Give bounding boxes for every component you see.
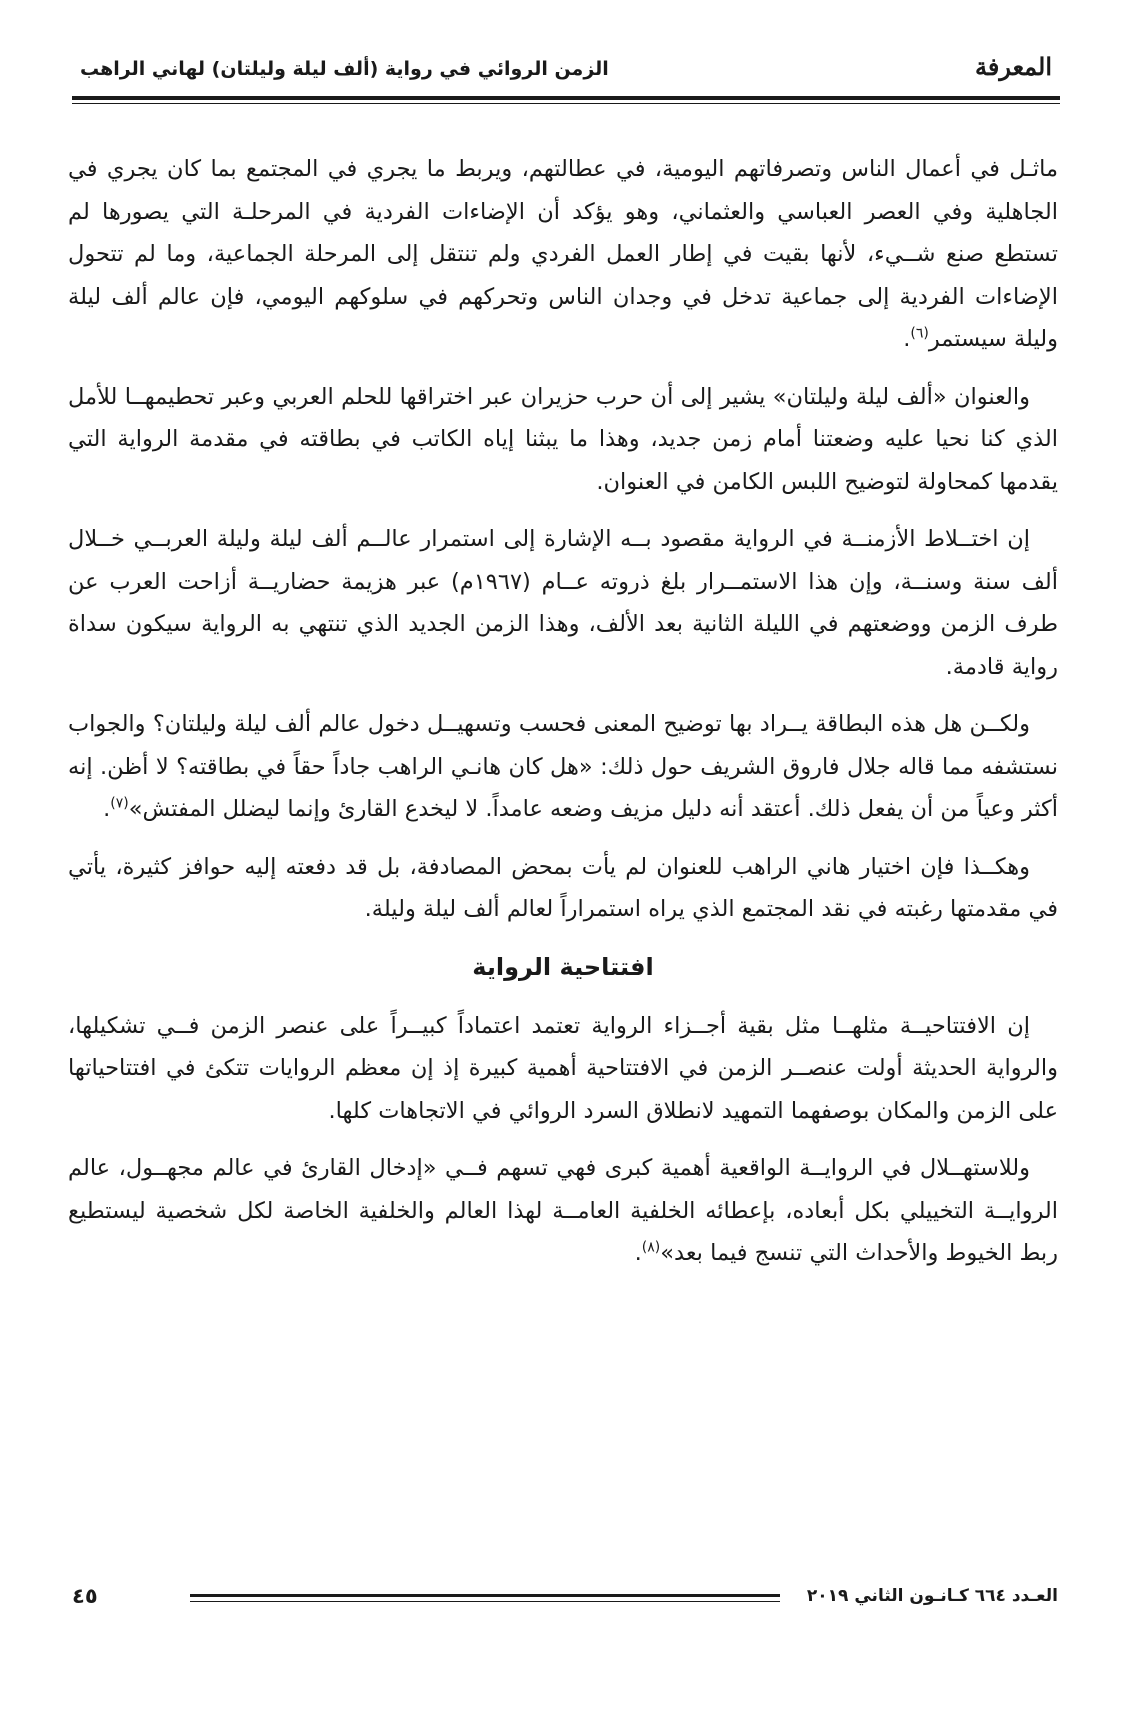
- paragraph-1-text: ماثـل في أعمال الناس وتصرفاتهم اليومية، في عطالتهم، ويربط ما يجري في المجتمع بما كان يجري في الجاهلية وفي العصر العباسي والعثماني، وهو يؤكد أن الإضاءات الفردية في المرحلـة التي يصورها لم تستطع صنع شــيء، لأنها بقيت في إطار العمل الفردي ولم تنتقل إلى المرحلة الجماعية، وما لم تتحول الإضاءات الفردية إلى جماعية تدخل في وجدان الناس وتحركهم في سلوكهم اليومي، فإن عالم ألف ليلة وليلة سيستمر: [68, 156, 1058, 352]
- header-divider: [72, 96, 1060, 100]
- footer-divider-thin: [190, 1601, 780, 1602]
- article-body: [68, 148, 1058, 1290]
- paragraph-7-end: .: [634, 1240, 642, 1266]
- paragraph-7-text: وللاستهــلال في الروايــة الواقعية أهمية كبرى فهي تسهم فــي «إدخال القارئ في عالم مجهــول، عالم الروايــة التخييلي بكل أبعاده، بإعطائه الخلفية العامــة لهذا العالم والخلفية الخاصة لكل شخصية ليستطيع ربط الخيوط والأحداث التي تنسج فيما بعد»: [68, 1155, 1058, 1266]
- page-number: ٤٥: [72, 1584, 98, 1608]
- paragraph-5: وهكــذا فإن اختيار هاني الراهب للعنوان لم يأت بمحض المصادفة، بل قد دفعته إليه حوافز كثيرة، يأتي في مقدمتها رغبته في نقد المجتمع الذي يراه استمراراً لعالم ألف ليلة وليلة.: [68, 853, 1058, 922]
- section-heading: افتتاحية الرواية: [472, 952, 654, 981]
- paragraph-4-end: .: [103, 796, 111, 822]
- footnote-ref-7: (٧): [110, 795, 129, 812]
- footer-divider: [190, 1594, 780, 1597]
- issue-info: العـدد ٦٦٤ كـانـون الثاني ٢٠١٩: [806, 1586, 1058, 1606]
- paragraph-4: [68, 703, 1058, 831]
- paragraph-3: إن اختــلاط الأزمنــة في الرواية مقصود بــه الإشارة إلى استمرار عالــم ألف ليلة وليلة العربــي خــلال ألف سنة وسنــة، وإن هذا الاستمــرار بلغ ذروته عــام (١٩٦٧م) عبر هزيمة حضاريــة أزاحت العرب عن طرف الزمن ووضعتهم في الليلة الثانية بعد الألف، وهذا الزمن الجديد الذي تنتهي به الرواية سيكون سداة رواية قادمة.: [68, 526, 1058, 680]
- footnote-ref-8: (٨): [641, 1239, 661, 1256]
- paragraph-2: والعنوان «ألف ليلة وليلتان» يشير إلى أن حرب حزيران عبر اختراقها للحلم العربي وعبر تحطيمهــا للأمل الذي كنا نحيا عليه وضعتنا أمام زمن جديد، وهذا ما يبثنا إياه الكاتب في بطاقته في مقدمة الرواية التي يقدمها كمحاولة لتوضيح اللبس الكامن في العنوان.: [68, 383, 1058, 495]
- paragraph-6: إن الافتتاحيــة مثلهــا مثل بقية أجــزاء الرواية تعتمد اعتماداً كبيــراً على عنصر الزمن فــي تشكيلها، والرواية الحديثة أولت عنصــر الزمن في الافتتاحية أهمية كبيرة إذ إن معظم الروايات تتكئ في افتتاحياتها على الزمن والمكان بوصفهما التمهيد لانطلاق السرد الروائي في الاتجاهات كلها.: [68, 1012, 1058, 1124]
- journal-logo: المعرفة: [974, 52, 1052, 81]
- paragraph-7: [68, 1147, 1058, 1275]
- article-title: الزمن الروائي في رواية (ألف ليلة وليلتان) لهاني الراهب: [80, 58, 609, 80]
- running-header: [72, 50, 1060, 90]
- footnote-ref-6: (٦): [910, 325, 929, 342]
- header-divider-thin: [72, 103, 1060, 104]
- paragraph-1: [68, 148, 1058, 361]
- paragraph-4-text: ولكــن هل هذه البطاقة يــراد بها توضيح المعنى فحسب وتسهيــل دخول عالم ألف ليلة وليلتان؟ والجواب نستشفه مما قاله جلال فاروق الشريف حول ذلك: «هل كان هانـي الراهب جاداً حقاً في بطاقته؟ لا أظن. إنه أكثر وعياً من أن يفعل ذلك. أعتقد أنه دليل مزيف وضعه عامداً. لا ليخدع القارئ وإنما ليضلل المفتش»: [68, 711, 1058, 822]
- paragraph-1-end: .: [903, 326, 911, 352]
